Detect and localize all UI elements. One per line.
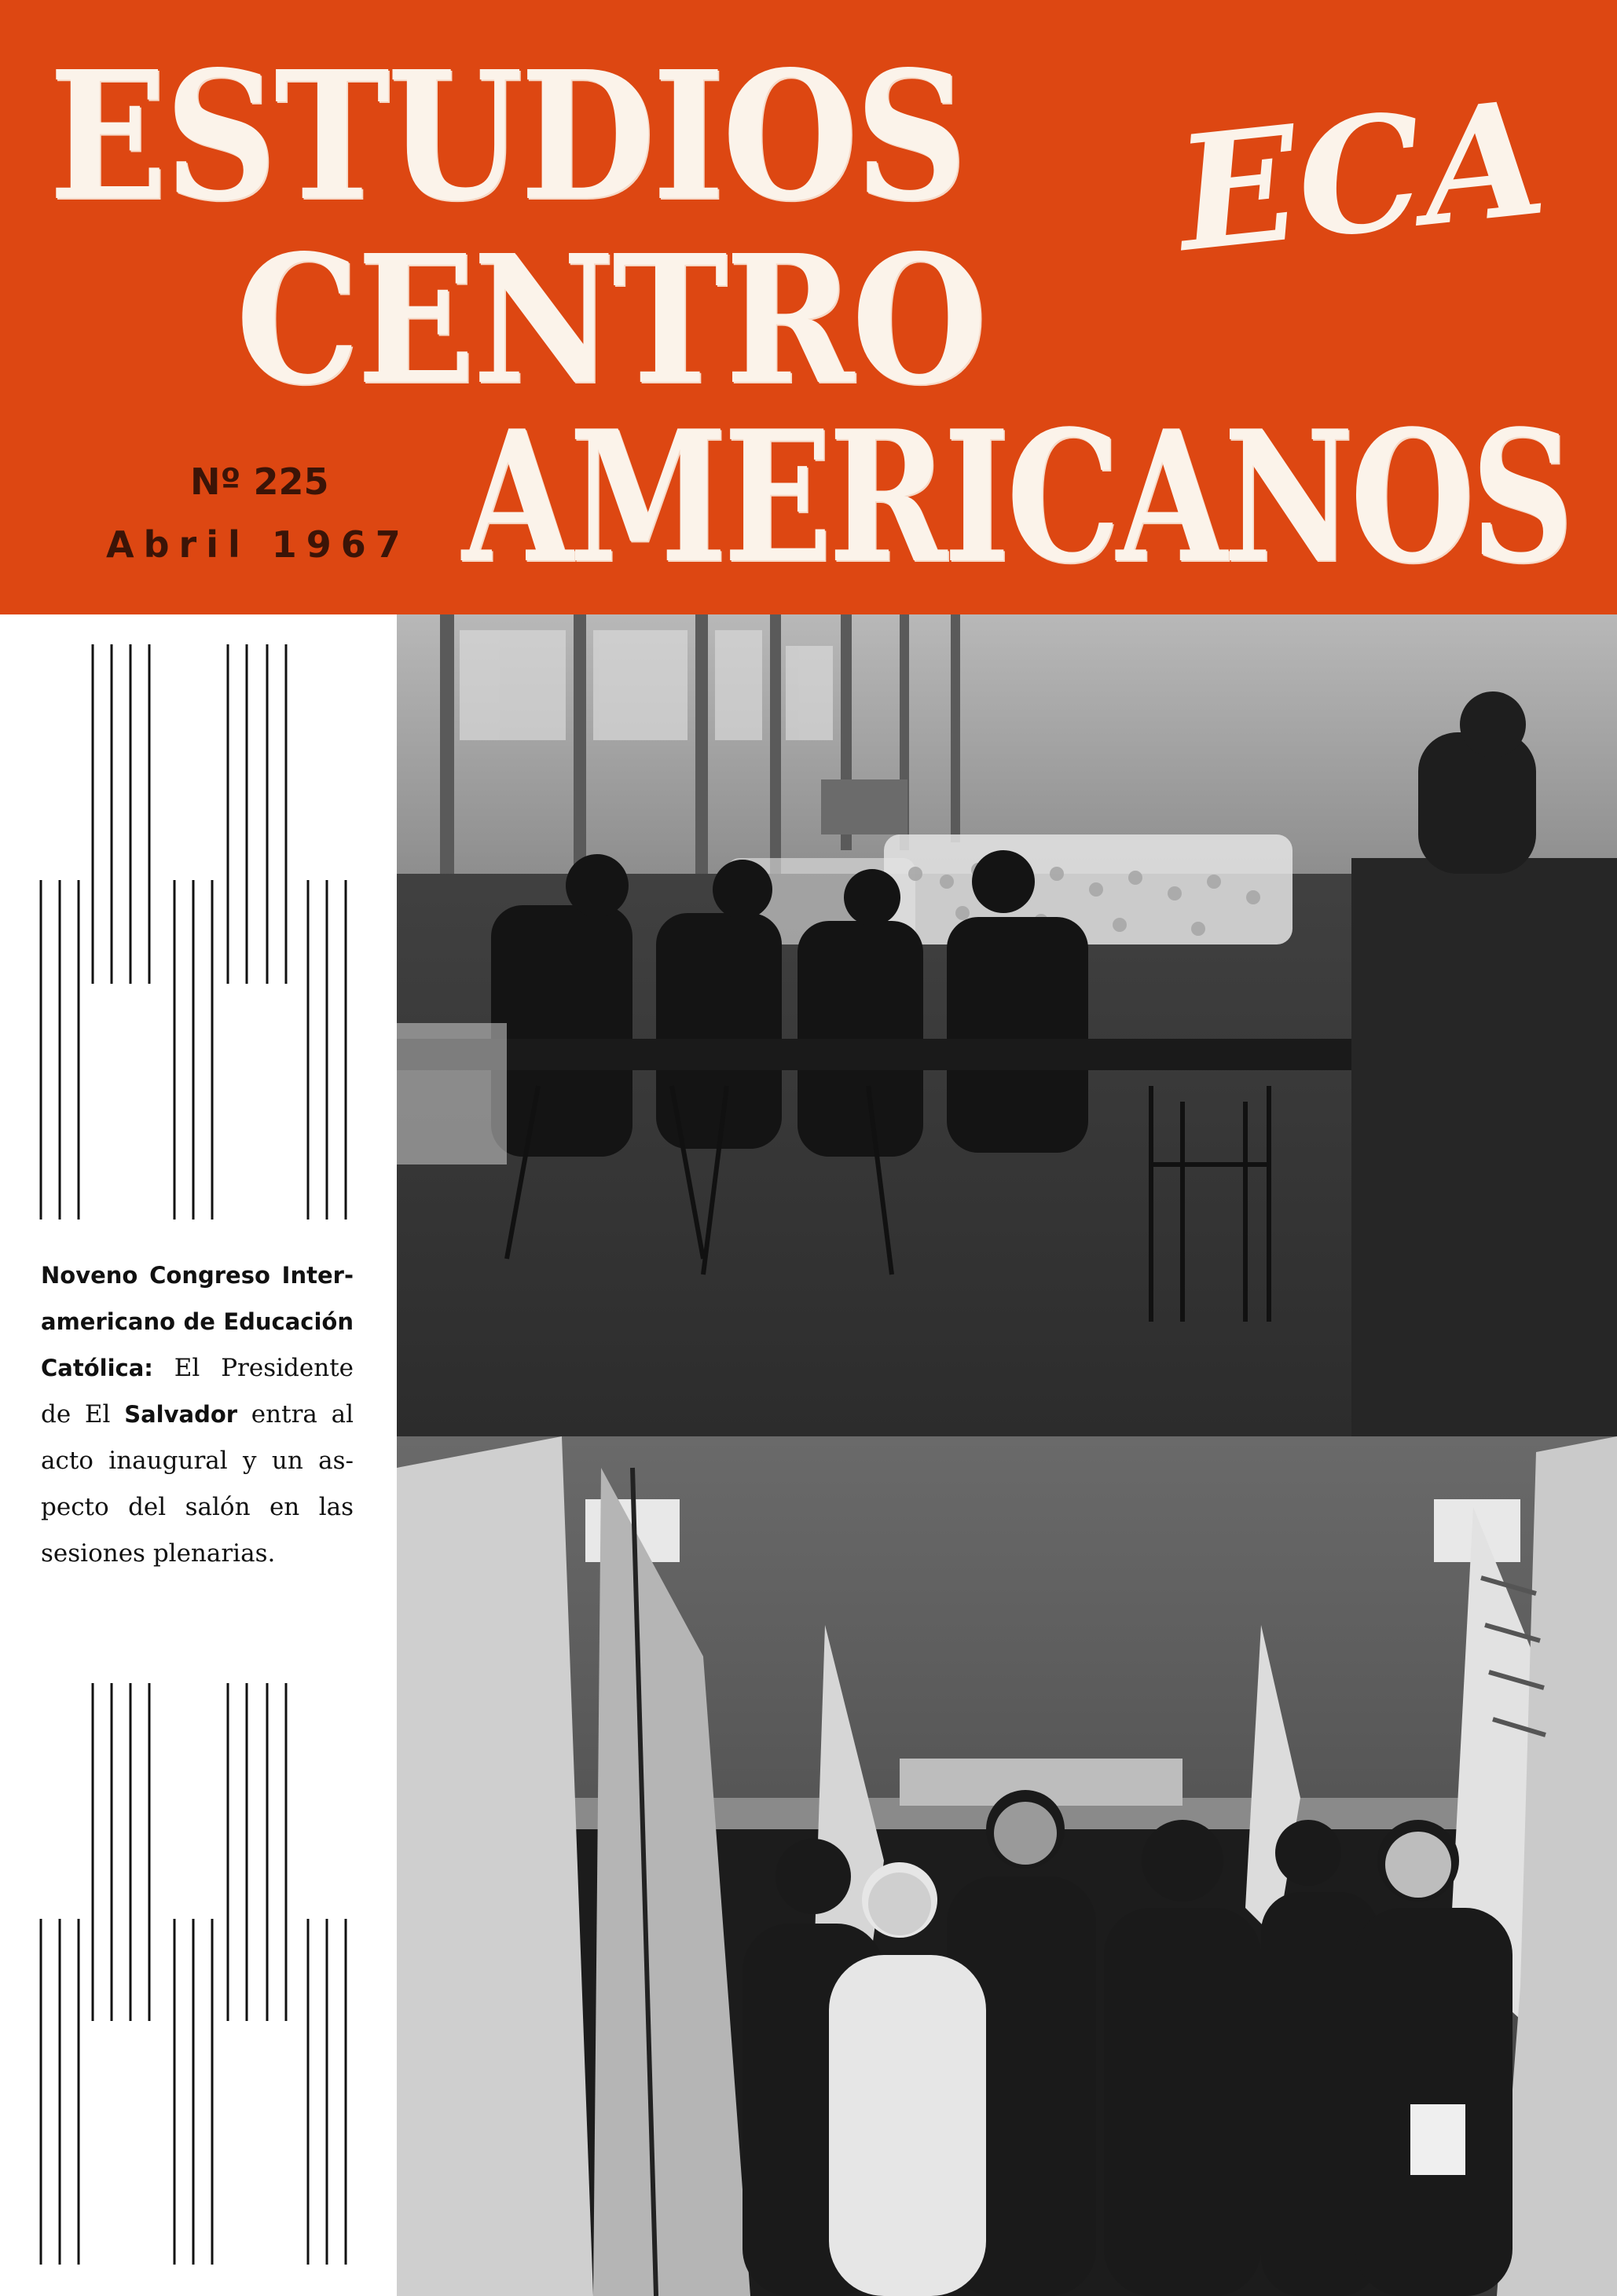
issue-number: Nº 225 [190,460,329,503]
line-group-bottom [41,1919,346,2265]
caption-line-5: acto inaugural y un as- [41,1447,354,1475]
assembly-hall-photo [397,614,1617,1436]
caption-line-4-b: Salvador [124,1401,238,1428]
line-group-top [93,644,286,984]
masthead-title-centro: CENTRO [236,217,984,424]
masthead-banner [0,0,1617,614]
caption-line-3-rest: El Presidente [174,1354,354,1382]
caption-line-6: pecto del salón en las [41,1493,354,1521]
line-group-lower-top [93,1683,286,2021]
caption-line-4-a: de El [41,1400,111,1429]
eca-logo: ECA [1169,65,1553,288]
masthead-title-americanos: AMERICANOS [462,391,1571,603]
reception-flags-photo [397,1436,1617,2296]
line-group-middle [41,880,346,1220]
photo-caption [41,1243,354,1568]
issue-date: Abril 1967 [106,523,410,566]
reception-illustration [397,1436,1617,2296]
caption-line-4 [41,1392,354,1438]
caption-line-4-c: entra al [251,1400,354,1429]
caption-line-3-lead: Católica: [41,1355,153,1381]
assembly-hall-illustration [397,614,1617,1436]
caption-line-1: Noveno Congreso Inter- [41,1262,354,1289]
caption-line-3 [41,1345,354,1392]
caption-line-7: sesiones plenarias. [41,1539,276,1568]
left-column [0,614,397,2296]
caption-line-2: americano de Educación [41,1308,354,1335]
masthead-title-estudios: ESTUDIOS [49,33,965,240]
